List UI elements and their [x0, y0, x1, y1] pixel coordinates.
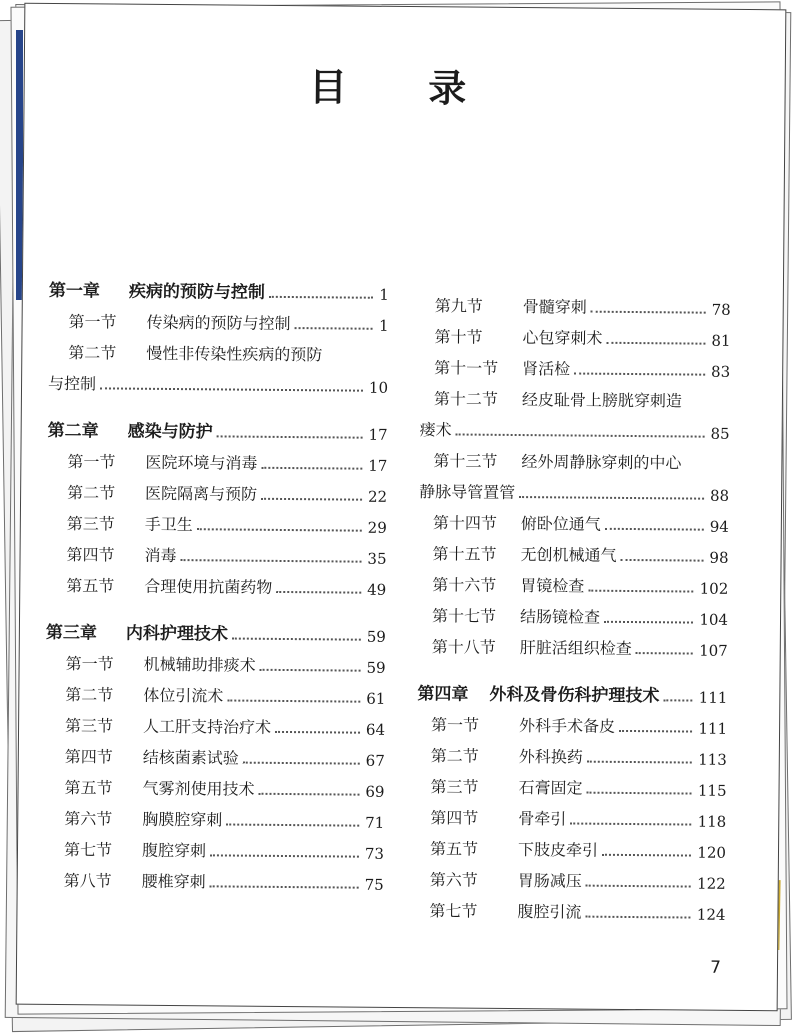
toc-section-entry — [44, 829, 384, 863]
leader-dots — [585, 916, 690, 919]
toc-section-entry — [419, 502, 729, 536]
toc-entry-title: 外科及骨伤科护理技术 — [489, 684, 660, 707]
toc-section-entry — [45, 705, 385, 739]
toc-entry-title: 消毒 — [144, 545, 177, 566]
leader-dots — [226, 823, 359, 826]
toc-section-entry — [46, 534, 386, 568]
toc-right-column — [415, 285, 731, 924]
toc-entry-label: 第二章 — [47, 420, 99, 442]
toc-entry-label: 第三节 — [66, 514, 115, 534]
toc-entry-page: 118 — [697, 812, 727, 831]
toc-entry-label: 第一节 — [67, 452, 116, 472]
toc-chapter-entry — [49, 268, 389, 304]
toc-entry-title: 内科护理技术 — [125, 623, 228, 645]
toc-entry-title: 外科手术备皮 — [519, 716, 616, 736]
toc-entry-label: 第六节 — [64, 809, 113, 829]
toc-entry-label: 第一章 — [48, 280, 100, 302]
toc-entry-title: 腰椎穿刺 — [141, 871, 206, 892]
toc-entry-page: 59 — [366, 658, 386, 677]
toc-entry-title: 骨牵引 — [518, 809, 567, 829]
leader-dots — [591, 311, 706, 314]
toc-section-entry — [44, 860, 384, 894]
toc-entry-label: 第十四节 — [432, 513, 497, 533]
page-title: 目 录 — [308, 65, 501, 111]
toc-section-entry — [420, 409, 730, 443]
toc-entry-label: 第十六节 — [432, 575, 497, 595]
toc-section-entry — [417, 735, 727, 769]
toc-entry-page: 73 — [364, 844, 385, 863]
toc-entry-title: 机械辅助排痰术 — [143, 654, 256, 675]
toc-entry-page: 124 — [696, 905, 726, 924]
toc-entry-page: 115 — [697, 781, 727, 800]
toc-entry-page: 104 — [699, 610, 729, 629]
toc-section-entry — [46, 565, 386, 599]
toc-section-entry — [44, 767, 384, 801]
toc-section-entry — [419, 471, 729, 505]
leader-dots — [260, 669, 361, 672]
toc-entry-label: 第七节 — [63, 840, 113, 860]
leader-dots — [258, 793, 359, 796]
toc-section-entry — [417, 704, 727, 738]
toc-entry-page: 107 — [699, 641, 728, 660]
toc-section-entry — [416, 859, 726, 893]
toc-entry-label: 第二节 — [65, 685, 114, 705]
toc-entry-label: 第十八节 — [431, 637, 496, 657]
toc-entry-label: 第十五节 — [432, 544, 497, 564]
toc-section-entry — [418, 626, 728, 660]
leader-dots — [619, 730, 692, 733]
toc-entry-title: 静脉导管置管 — [419, 482, 516, 502]
toc-entry-label: 第四节 — [66, 545, 115, 565]
toc-entry-page: 59 — [366, 627, 386, 646]
toc-entry-label: 第十一节 — [434, 358, 499, 378]
toc-section-entry — [47, 441, 387, 475]
toc-entry-label: 第四节 — [64, 747, 113, 767]
toc-entry-label: 第九节 — [434, 296, 483, 316]
leader-dots — [217, 435, 363, 438]
toc-entry-title: 俯卧位通气 — [520, 514, 601, 534]
toc-entry-label: 第一节 — [68, 312, 117, 332]
leader-dots — [295, 327, 373, 330]
toc-chapter-entry — [417, 671, 727, 707]
toc-entry-title: 下肢皮牵引 — [517, 840, 599, 860]
leader-dots — [276, 591, 361, 594]
toc-entry-page: 64 — [365, 720, 386, 739]
toc-entry-title: 结核菌素试验 — [142, 747, 239, 768]
toc-entry-label: 第五节 — [66, 576, 115, 596]
toc-entry-label: 第一节 — [431, 715, 480, 735]
toc-page — [16, 3, 787, 1012]
toc-entry-page: 120 — [697, 843, 727, 862]
toc-entry-page: 67 — [365, 751, 385, 770]
toc-entry-title: 慢性非传染性疾病的预防 — [146, 343, 323, 365]
leader-dots — [519, 496, 704, 500]
toc-entry-page: 94 — [709, 517, 729, 536]
toc-entry-title: 腹腔引流 — [517, 902, 582, 922]
toc-entry-title: 胃镜检查 — [520, 576, 585, 596]
toc-chapter-entry — [46, 610, 386, 646]
leader-dots — [227, 699, 360, 702]
toc-entry-label: 第二节 — [430, 746, 479, 766]
toc-entry-title: 石膏固定 — [518, 778, 583, 798]
toc-entry-label: 第十三节 — [433, 451, 498, 471]
toc-section-entry — [46, 643, 386, 677]
toc-entry-page: 35 — [367, 549, 387, 568]
toc-entry-label: 第三章 — [45, 622, 97, 644]
toc-section-entry — [49, 301, 389, 335]
toc-entry-label: 第十七节 — [431, 606, 497, 626]
toc-entry-title: 腹腔穿刺 — [141, 840, 207, 861]
toc-section-entry — [416, 797, 726, 831]
toc-section-entry — [47, 472, 387, 506]
leader-dots — [456, 433, 705, 437]
toc-section-entry — [421, 285, 731, 319]
toc-section-entry — [418, 595, 728, 629]
toc-section-entry — [47, 503, 387, 537]
leader-dots — [606, 342, 705, 345]
toc-entry-page: 113 — [698, 750, 727, 769]
toc-entry-title: 胃肠减压 — [517, 871, 582, 891]
toc-entry-page: 22 — [367, 487, 388, 506]
leader-dots — [663, 699, 692, 701]
toc-entry-title: 人工肝支持治疗术 — [142, 716, 272, 737]
toc-entry-label: 第七节 — [429, 901, 478, 921]
toc-section-entry — [44, 798, 384, 832]
leader-dots — [210, 885, 359, 888]
toc-entry-title: 肝脏活组织检查 — [519, 638, 632, 659]
toc-entry-label: 第十节 — [434, 327, 483, 347]
toc-section-entry — [419, 533, 729, 567]
toc-entry-title: 医院环境与消毒 — [145, 452, 258, 473]
leader-dots — [636, 652, 693, 655]
toc-section-entry — [416, 828, 726, 862]
toc-entry-label: 第二节 — [67, 483, 116, 503]
toc-entry-title: 结肠镜检查 — [519, 607, 601, 627]
toc-entry-page: 49 — [367, 580, 387, 599]
toc-entry-page: 98 — [709, 548, 729, 567]
toc-entry-label: 第八节 — [63, 871, 112, 891]
toc-entry-page: 85 — [710, 424, 730, 443]
leader-dots — [570, 822, 691, 825]
toc-entry-title: 胸膜腔穿刺 — [142, 809, 223, 830]
toc-entry-label: 第五节 — [64, 778, 113, 798]
leader-dots — [210, 854, 359, 857]
toc-section-entry — [48, 332, 388, 366]
toc-entry-title: 骨髓穿刺 — [522, 297, 587, 317]
leader-dots — [604, 621, 693, 624]
toc-entry-page: 17 — [368, 456, 388, 475]
toc-entry-title: 外科换药 — [518, 747, 583, 767]
toc-entry-title: 肾活检 — [522, 359, 571, 379]
toc-entry-page: 75 — [364, 875, 384, 894]
leader-dots — [232, 638, 361, 641]
page-number: 7 — [710, 957, 722, 978]
toc-entry-page: 17 — [368, 425, 388, 444]
toc-section-entry — [416, 766, 726, 800]
toc-entry-title: 传染病的预防与控制 — [146, 312, 291, 334]
toc-entry-label: 第十二节 — [433, 389, 499, 409]
toc-section-entry — [45, 736, 385, 770]
toc-entry-title: 经外周静脉穿刺的中心 — [521, 452, 682, 473]
toc-entry-page: 81 — [711, 331, 731, 350]
leader-dots — [261, 467, 362, 470]
toc-entry-page: 71 — [365, 813, 385, 832]
leader-dots — [100, 387, 363, 391]
toc-entry-page: 61 — [366, 689, 386, 708]
leader-dots — [275, 731, 360, 734]
toc-section-entry — [420, 347, 730, 381]
toc-entry-label: 第六节 — [429, 870, 478, 890]
leader-dots — [261, 498, 362, 501]
toc-chapter-entry — [48, 408, 388, 444]
toc-entry-page: 122 — [697, 874, 726, 893]
toc-section-entry — [45, 674, 385, 708]
toc-entry-label: 第三节 — [64, 716, 114, 736]
toc-section-entry — [420, 378, 730, 412]
toc-entry-page: 10 — [368, 378, 389, 397]
toc-entry-title: 感染与防护 — [127, 421, 213, 443]
toc-entry-page: 1 — [378, 316, 389, 335]
toc-entry-page: 111 — [698, 719, 728, 738]
leader-dots — [197, 528, 362, 531]
toc-entry-title: 与控制 — [47, 373, 97, 394]
toc-entry-page: 29 — [367, 518, 387, 537]
toc-entry-page: 1 — [379, 285, 389, 304]
toc-section-entry — [418, 564, 728, 598]
toc-entry-label: 第四章 — [417, 684, 469, 705]
toc-entry-title: 气雾剂使用技术 — [142, 778, 255, 799]
toc-entry-title: 医院隔离与预防 — [145, 483, 258, 504]
leader-dots — [587, 792, 692, 795]
toc-entry-page: 88 — [709, 486, 730, 505]
toc-entry-title: 体位引流术 — [143, 685, 224, 706]
toc-entry-title: 疾病的预防与控制 — [128, 281, 265, 303]
leader-dots — [602, 854, 691, 857]
toc-section-entry — [415, 890, 725, 924]
toc-entry-title: 无创机械通气 — [520, 545, 617, 565]
toc-entry-label: 第三节 — [430, 777, 479, 797]
toc-section-entry — [419, 440, 729, 474]
leader-dots — [586, 885, 691, 888]
leader-dots — [243, 762, 360, 765]
toc-entry-page: 111 — [698, 688, 728, 707]
toc-section-entry — [48, 363, 388, 397]
leader-dots — [605, 528, 704, 531]
toc-entry-page: 69 — [365, 782, 385, 801]
toc-entry-title: 经皮耻骨上膀胱穿刺造 — [521, 390, 683, 411]
leader-dots — [181, 559, 362, 563]
toc-entry-page: 78 — [711, 300, 731, 319]
toc-entry-label: 第二节 — [68, 343, 117, 363]
toc-entry-title: 手卫生 — [144, 514, 193, 535]
leader-dots — [587, 761, 692, 764]
toc-entry-page: 102 — [699, 579, 729, 598]
leader-dots — [574, 373, 705, 376]
toc-entry-title: 心包穿刺术 — [522, 328, 603, 348]
toc-entry-label: 第四节 — [430, 808, 479, 828]
toc-entry-title: 瘘术 — [419, 420, 452, 440]
leader-dots — [588, 590, 693, 593]
toc-entry-label: 第五节 — [429, 839, 479, 859]
leader-dots — [621, 559, 704, 562]
toc-left-column — [44, 268, 389, 894]
toc-entry-title: 合理使用抗菌药物 — [144, 576, 273, 597]
toc-entry-page: 83 — [711, 362, 731, 381]
toc-section-entry — [420, 316, 730, 350]
toc-entry-label: 第一节 — [65, 654, 114, 674]
leader-dots — [269, 296, 373, 299]
